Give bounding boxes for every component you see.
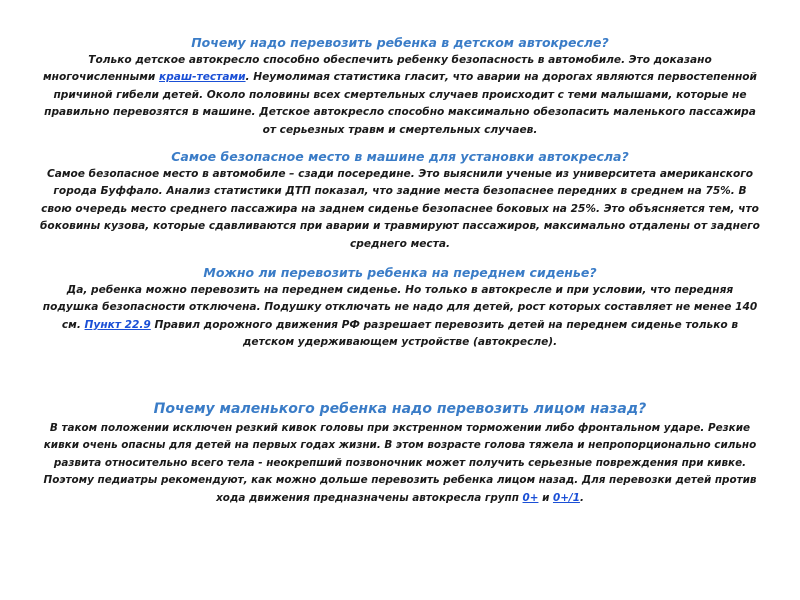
group-0plus-link[interactable]: 0+ — [522, 491, 539, 504]
section-title: Почему маленького ребенка надо перевозить лицом назад? — [153, 401, 647, 417]
section-title: Можно ли перевозить ребенка на переднем сиденье? — [203, 265, 597, 280]
section-text: В таком положении исключен резкий кивок головы при экстренном торможении либо фронтальном ударе. Резкие кивки очень опасны для детей на первых годах жизни. В этом возрасте голова тяжела и непропорционально сильно развита относительно всего тела - неокрепший позвоночник может получить серьезные повреждения при кивке. Поэтому педиатры рекомендуют, как можно дольше перевозить ребенка лицом назад. Для перевозки детей против хода движения предназначены автокресла групп 0+ и 0+/1. — [43, 422, 757, 504]
rule-22-9-link[interactable]: Пункт 22.9 — [84, 318, 151, 331]
crash-tests-link[interactable]: краш-тестами — [159, 71, 246, 84]
section-text: Самое безопасное место в автомобиле – сзади посередине. Это выяснили ученые из университета американского города Буффало. Анализ статистики ДТП показал, что задние места безопаснее передних в среднем на 75%. В свою очередь место среднего пассажира на заднем сиденье безопаснее боковых на 25%. Это объясняется тем, что боковины кузова, которые сдавливаются при аварии и травмируют пассажиров, максимально отдалены от заднего среднего места. — [40, 168, 760, 250]
section-title: Почему надо перевозить ребенка в детском автокресле? — [191, 35, 609, 50]
section-text: Только детское автокресло способно обеспечить ребенку безопасность в автомобиле. Это доказано многочисленными краш-тестами. Неумолимая статистика гласит, что аварии на дорогах являются первостепенной причиной гибели детей. Около половины всех смертельных случаев происходит с теми малышами, которые не правильно перевозятся в машине. Детское автокресло способно максимально обезопасить маленького пассажира от серьезных травм и смертельных случаев. — [43, 54, 757, 136]
section-car-seat-reason — [40, 34, 760, 139]
section-text: Да, ребенка можно перевозить на переднем сиденье. Но только в автокресле и при условии, что передняя подушка безопасности отключена. Подушку отключать не надо для детей, рост которых составляет не менее 140 см. Пункт 22.9 Правил дорожного движения РФ разрешает перевозить детей на переднем сиденье только в детском удерживающем устройстве (автокресле). — [42, 284, 758, 349]
section-front-seat — [40, 264, 760, 352]
group-0plus-1-link[interactable]: 0+/1 — [552, 491, 580, 504]
section-safest-place — [40, 148, 760, 253]
section-rear-facing — [40, 400, 760, 507]
section-title: Самое безопасное место в машине для установки автокресла? — [171, 149, 629, 164]
